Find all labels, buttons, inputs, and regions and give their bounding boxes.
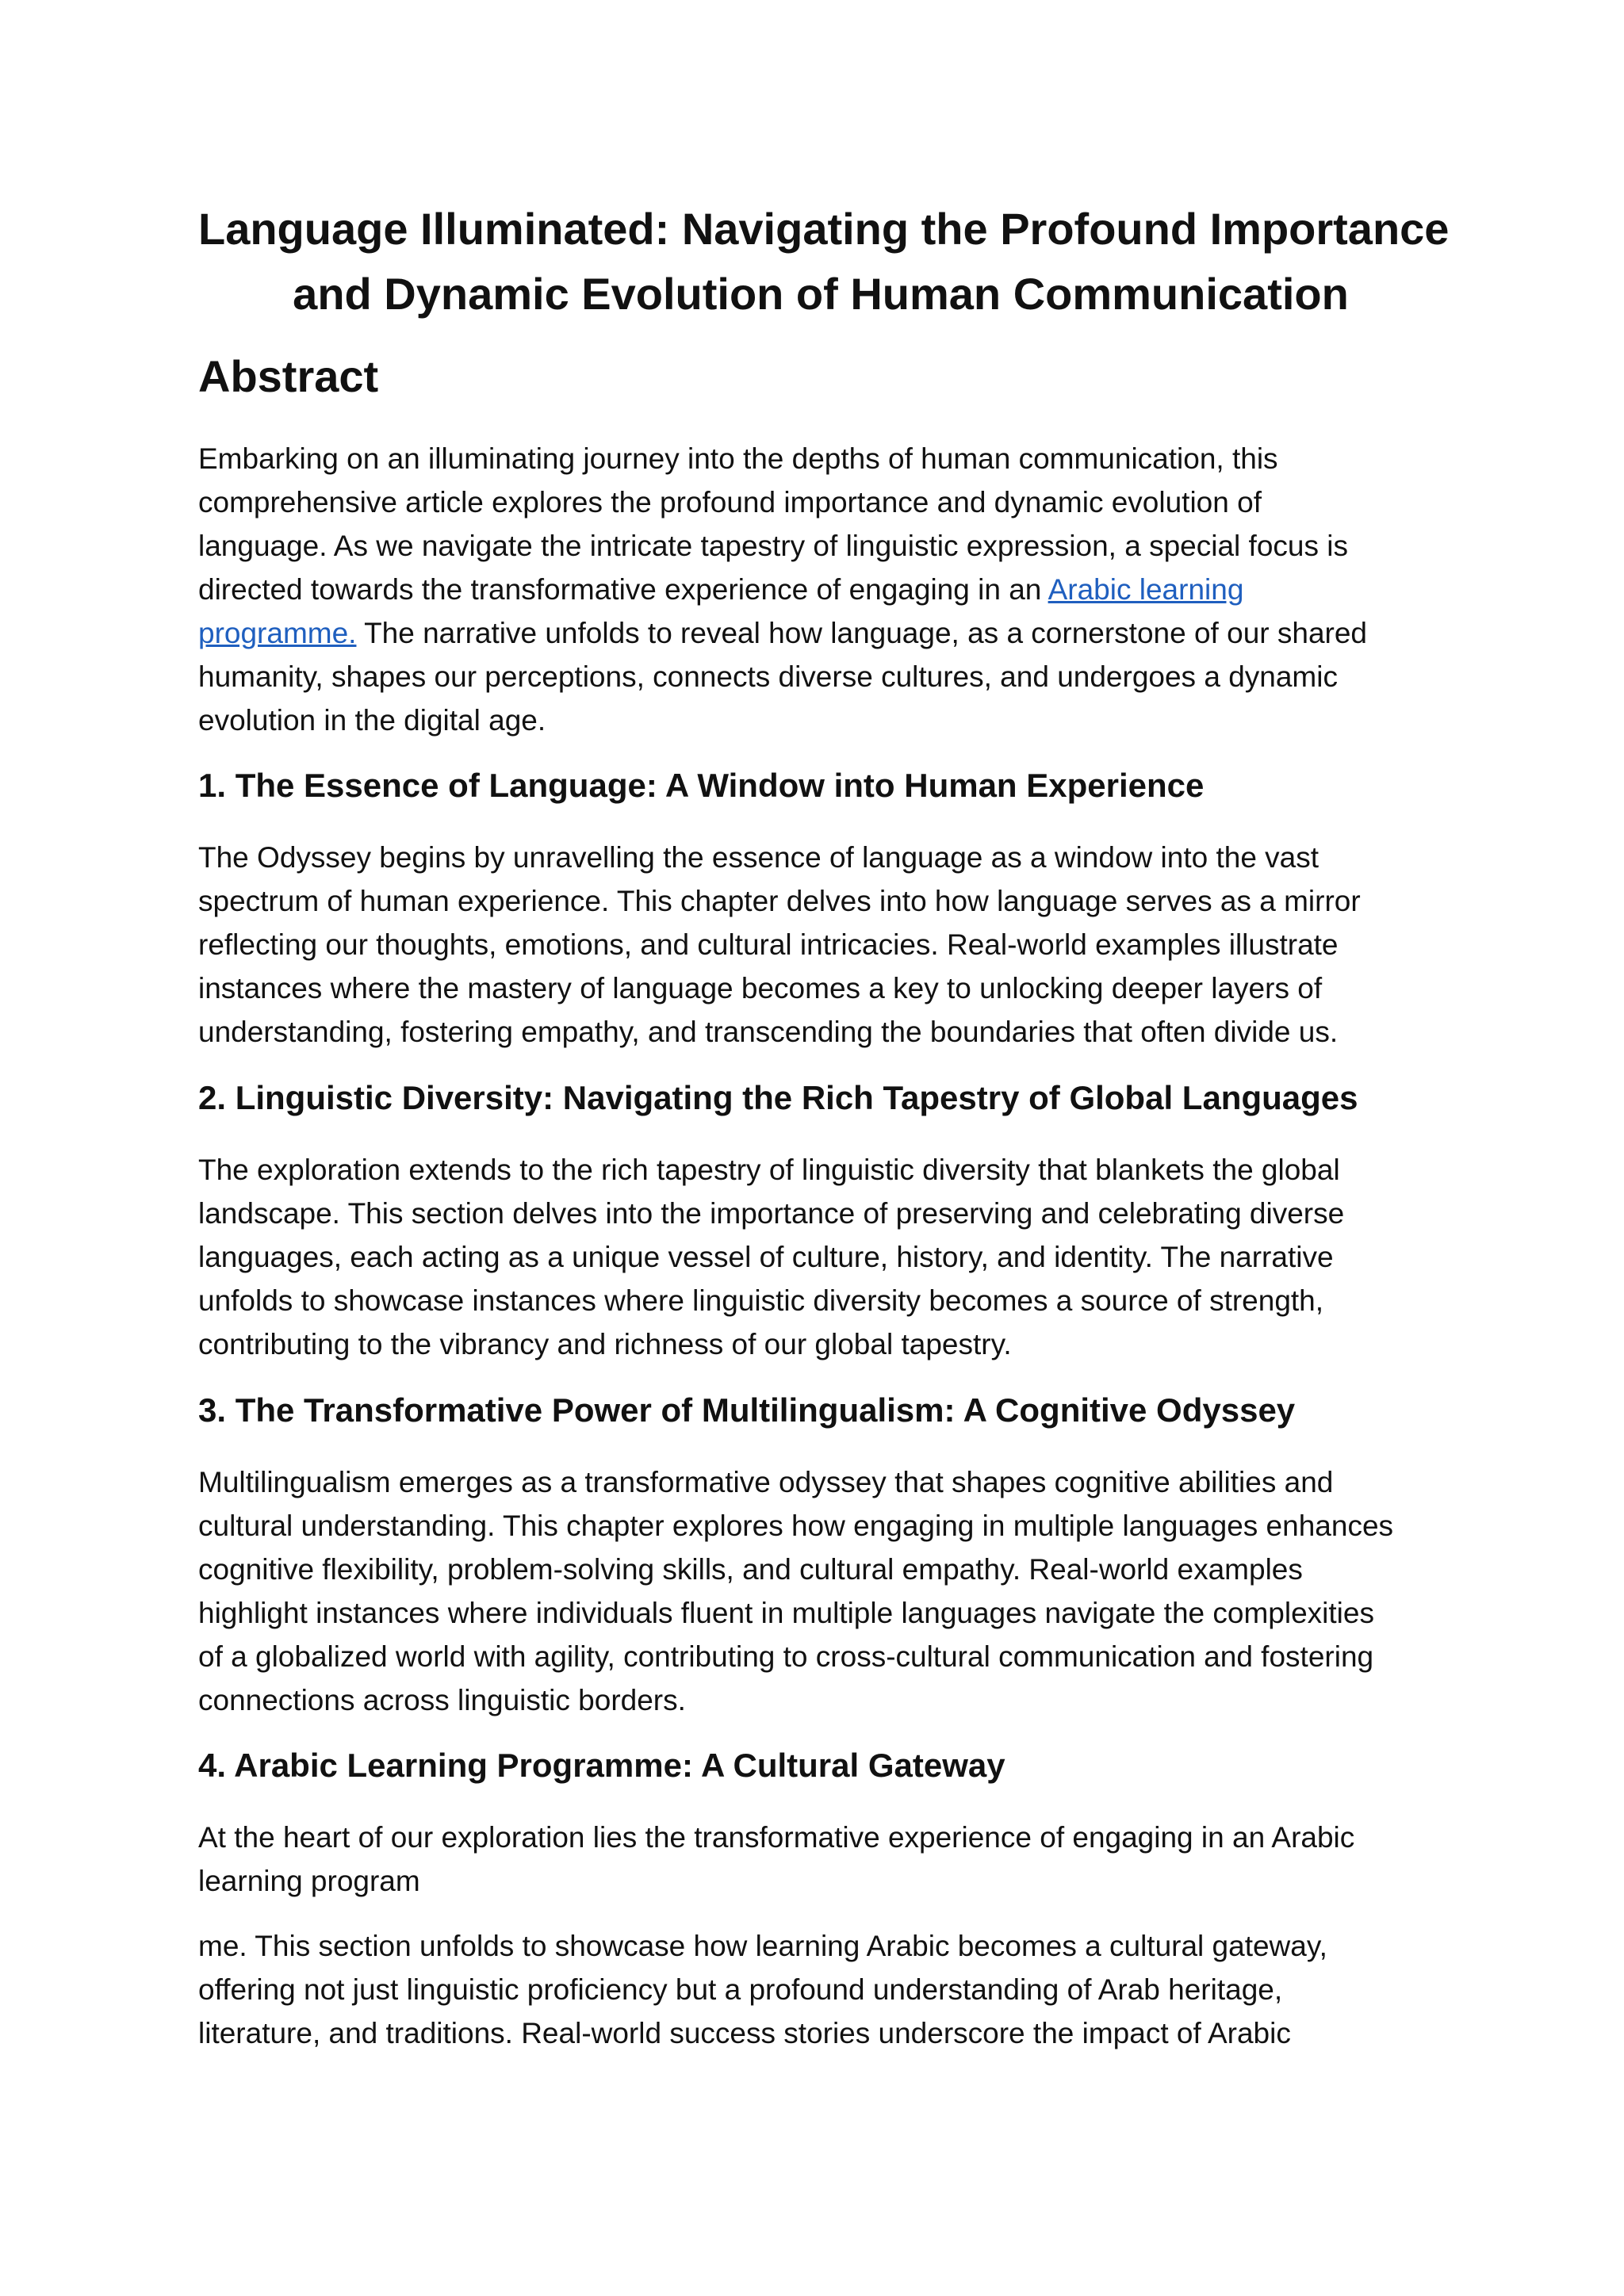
paragraph-line: offering not just linguistic proficiency but a profound understanding of Arab heritage, [198, 1973, 1283, 2006]
paragraph-text: directed towards the transformative experience of engaging in an [198, 573, 1048, 606]
paragraph-line: comprehensive article explores the profound importance and dynamic evolution of [198, 486, 1262, 519]
paragraph-line: me. This section unfolds to showcase how learning Arabic becomes a cultural gateway, [198, 1930, 1327, 1962]
abstract-paragraph [198, 437, 1443, 742]
section-2-heading: 2. Linguistic Diversity: Navigating the Rich Tapestry of Global Languages [198, 1079, 1358, 1116]
section-4-paragraph [198, 1816, 1443, 1903]
section-4-paragraph-continued [198, 1924, 1443, 2055]
paragraph-line [198, 611, 1443, 655]
section-2-paragraph [198, 1148, 1443, 1366]
paragraph-line: of a globalized world with agility, contributing to cross-cultural communication and fostering [198, 1640, 1374, 1673]
section-4-heading: 4. Arabic Learning Programme: A Cultural Gateway [198, 1747, 1005, 1784]
section-1-heading: 1. The Essence of Language: A Window into Human Experience [198, 767, 1205, 804]
paragraph-line: learning program [198, 1865, 420, 1897]
paragraph-line: spectrum of human experience. This chapter delves into how language serves as a mirror [198, 885, 1361, 917]
abstract-heading: Abstract [198, 351, 379, 401]
section-3-paragraph [198, 1460, 1443, 1722]
section-3-heading: 3. The Transformative Power of Multilingualism: A Cognitive Odyssey [198, 1391, 1296, 1429]
paragraph-line: evolution in the digital age. [198, 704, 546, 737]
section-1-paragraph [198, 836, 1443, 1054]
document-title [198, 197, 1450, 327]
paragraph-line: humanity, shapes our perceptions, connects diverse cultures, and undergoes a dynamic [198, 660, 1338, 693]
title-line: and Dynamic Evolution of Human Communication [293, 269, 1349, 319]
paragraph-line: language. As we navigate the intricate tapestry of linguistic expression, a special focus is [198, 530, 1348, 562]
paragraph-line: contributing to the vibrancy and richness of our global tapestry. [198, 1328, 1012, 1360]
paragraph-line: connections across linguistic borders. [198, 1684, 686, 1716]
paragraph-line: reflecting our thoughts, emotions, and cultural intricacies. Real-world examples illustrate [198, 928, 1339, 961]
paragraph-line [198, 568, 1443, 611]
arabic-learning-link[interactable]: Arabic learning [1048, 573, 1244, 606]
paragraph-line: The Odyssey begins by unravelling the essence of language as a window into the vast [198, 841, 1320, 874]
paragraph-line: highlight instances where individuals fluent in multiple languages navigate the complexities [198, 1597, 1374, 1629]
paragraph-line: Multilingualism emerges as a transformative odyssey that shapes cognitive abilities and [198, 1466, 1334, 1498]
paragraph-line: languages, each acting as a unique vessel of culture, history, and identity. The narrative [198, 1241, 1334, 1273]
paragraph-line: unfolds to showcase instances where linguistic diversity becomes a source of strength, [198, 1284, 1324, 1317]
paragraph-line: understanding, fostering empathy, and transcending the boundaries that often divide us. [198, 1016, 1339, 1048]
paragraph-line: The exploration extends to the rich tapestry of linguistic diversity that blankets the global [198, 1154, 1340, 1186]
title-line: Language Illuminated: Navigating the Profound Importance [198, 204, 1450, 254]
paragraph-line: Embarking on an illuminating journey into the depths of human communication, this [198, 442, 1278, 475]
arabic-learning-link-continued[interactable]: programme. [198, 617, 357, 649]
paragraph-line: cultural understanding. This chapter explores how engaging in multiple languages enhances [198, 1510, 1394, 1542]
paragraph-line: instances where the mastery of language becomes a key to unlocking deeper layers of [198, 972, 1323, 1004]
paragraph-text: The narrative unfolds to reveal how language, as a cornerstone of our shared [356, 617, 1368, 649]
paragraph-line: landscape. This section delves into the importance of preserving and celebrating diverse [198, 1197, 1345, 1230]
paragraph-line: literature, and traditions. Real-world success stories underscore the impact of Arabic [198, 2017, 1291, 2049]
paragraph-line: At the heart of our exploration lies the transformative experience of engaging in an Arabic [198, 1821, 1355, 1854]
paragraph-line: cognitive flexibility, problem-solving skills, and cultural empathy. Real-world examples [198, 1553, 1303, 1586]
